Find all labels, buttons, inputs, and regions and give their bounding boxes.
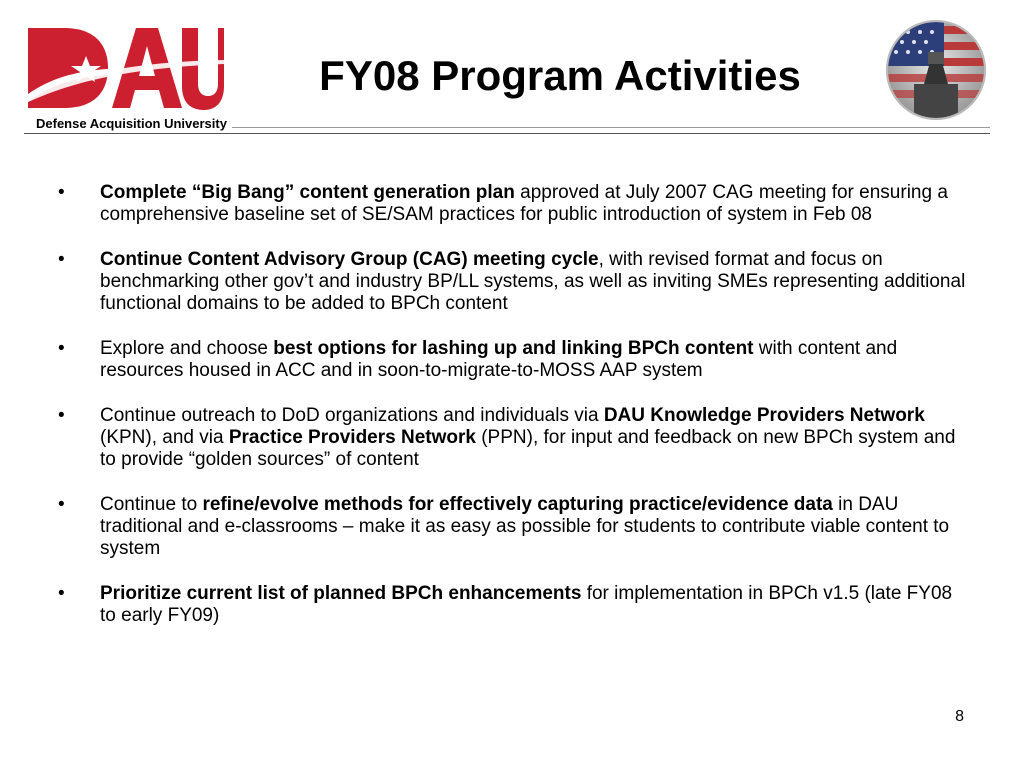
- bullet-text: with content and resources housed in ACC and in soon-to-migrate-to-MOSS AAP system: [100, 338, 898, 381]
- slide-title: FY08 Program Activities: [319, 52, 801, 99]
- bullet-text: , with revised format and focus on benchmarking other gov’t and industry BP/LL systems, as well as inviting SMEs representing additional functional domains to be added to BPCh content: [100, 249, 966, 314]
- bullet-marker: •: [58, 338, 65, 359]
- bullet-text-bold: DAU Knowledge Providers Network: [603, 405, 925, 426]
- bullet-marker: •: [58, 249, 65, 270]
- dau-logo-graphic: [24, 24, 224, 112]
- bullet-marker: •: [58, 494, 65, 515]
- bullet-text: approved at July 2007 CAG meeting for ensuring a comprehensive baseline set of SE/SAM practices for public introduction of system in Feb 08: [100, 182, 948, 225]
- bullet-text-bold: Complete “Big Bang” content generation plan: [100, 182, 515, 203]
- bullet-text: (PPN), for input and feedback on new BPCh system and to provide “golden sources” of content: [100, 427, 956, 470]
- bullet-text: Explore and choose: [100, 338, 274, 359]
- bullet-list: [58, 182, 968, 650]
- bullet-item: [58, 494, 968, 560]
- bullet-text-bold: best options for lashing up and linking BPCh content: [273, 338, 754, 359]
- bullet-marker: •: [58, 583, 65, 604]
- bullet-item: [58, 405, 968, 471]
- bullet-text: (KPN), and via: [100, 427, 229, 448]
- bullet-text: Continue to: [100, 494, 203, 515]
- bullet-text-bold: Prioritize current list of planned BPCh enhancements: [100, 583, 582, 604]
- bullet-text-bold: Practice Providers Network: [228, 427, 476, 448]
- bullet-text: Continue outreach to DoD organizations and individuals via: [100, 405, 604, 426]
- bullet-marker: •: [58, 405, 65, 426]
- bullet-item: [58, 338, 968, 382]
- bullet-marker: •: [58, 182, 65, 203]
- header-rule-thin: [232, 127, 990, 128]
- bullet-text-bold: Continue Content Advisory Group (CAG) meeting cycle: [100, 249, 599, 270]
- header-rule: [24, 133, 990, 134]
- bullet-text: in DAU traditional and e-classrooms – make it as easy as possible for students to contribute viable content to system: [100, 494, 950, 559]
- bullet-item: [58, 182, 968, 226]
- page-number: 8: [955, 708, 964, 725]
- bullet-text-bold: refine/evolve methods for effectively capturing practice/evidence data: [202, 494, 833, 515]
- bullet-item: [58, 583, 968, 627]
- bullet-item: [58, 249, 968, 315]
- logo-caption: Defense Acquisition University: [36, 116, 227, 131]
- flag-seal-icon: [884, 18, 988, 122]
- dau-logo: [24, 24, 234, 134]
- bullet-text: for implementation in BPCh v1.5 (late FY08 to early FY09): [100, 583, 953, 626]
